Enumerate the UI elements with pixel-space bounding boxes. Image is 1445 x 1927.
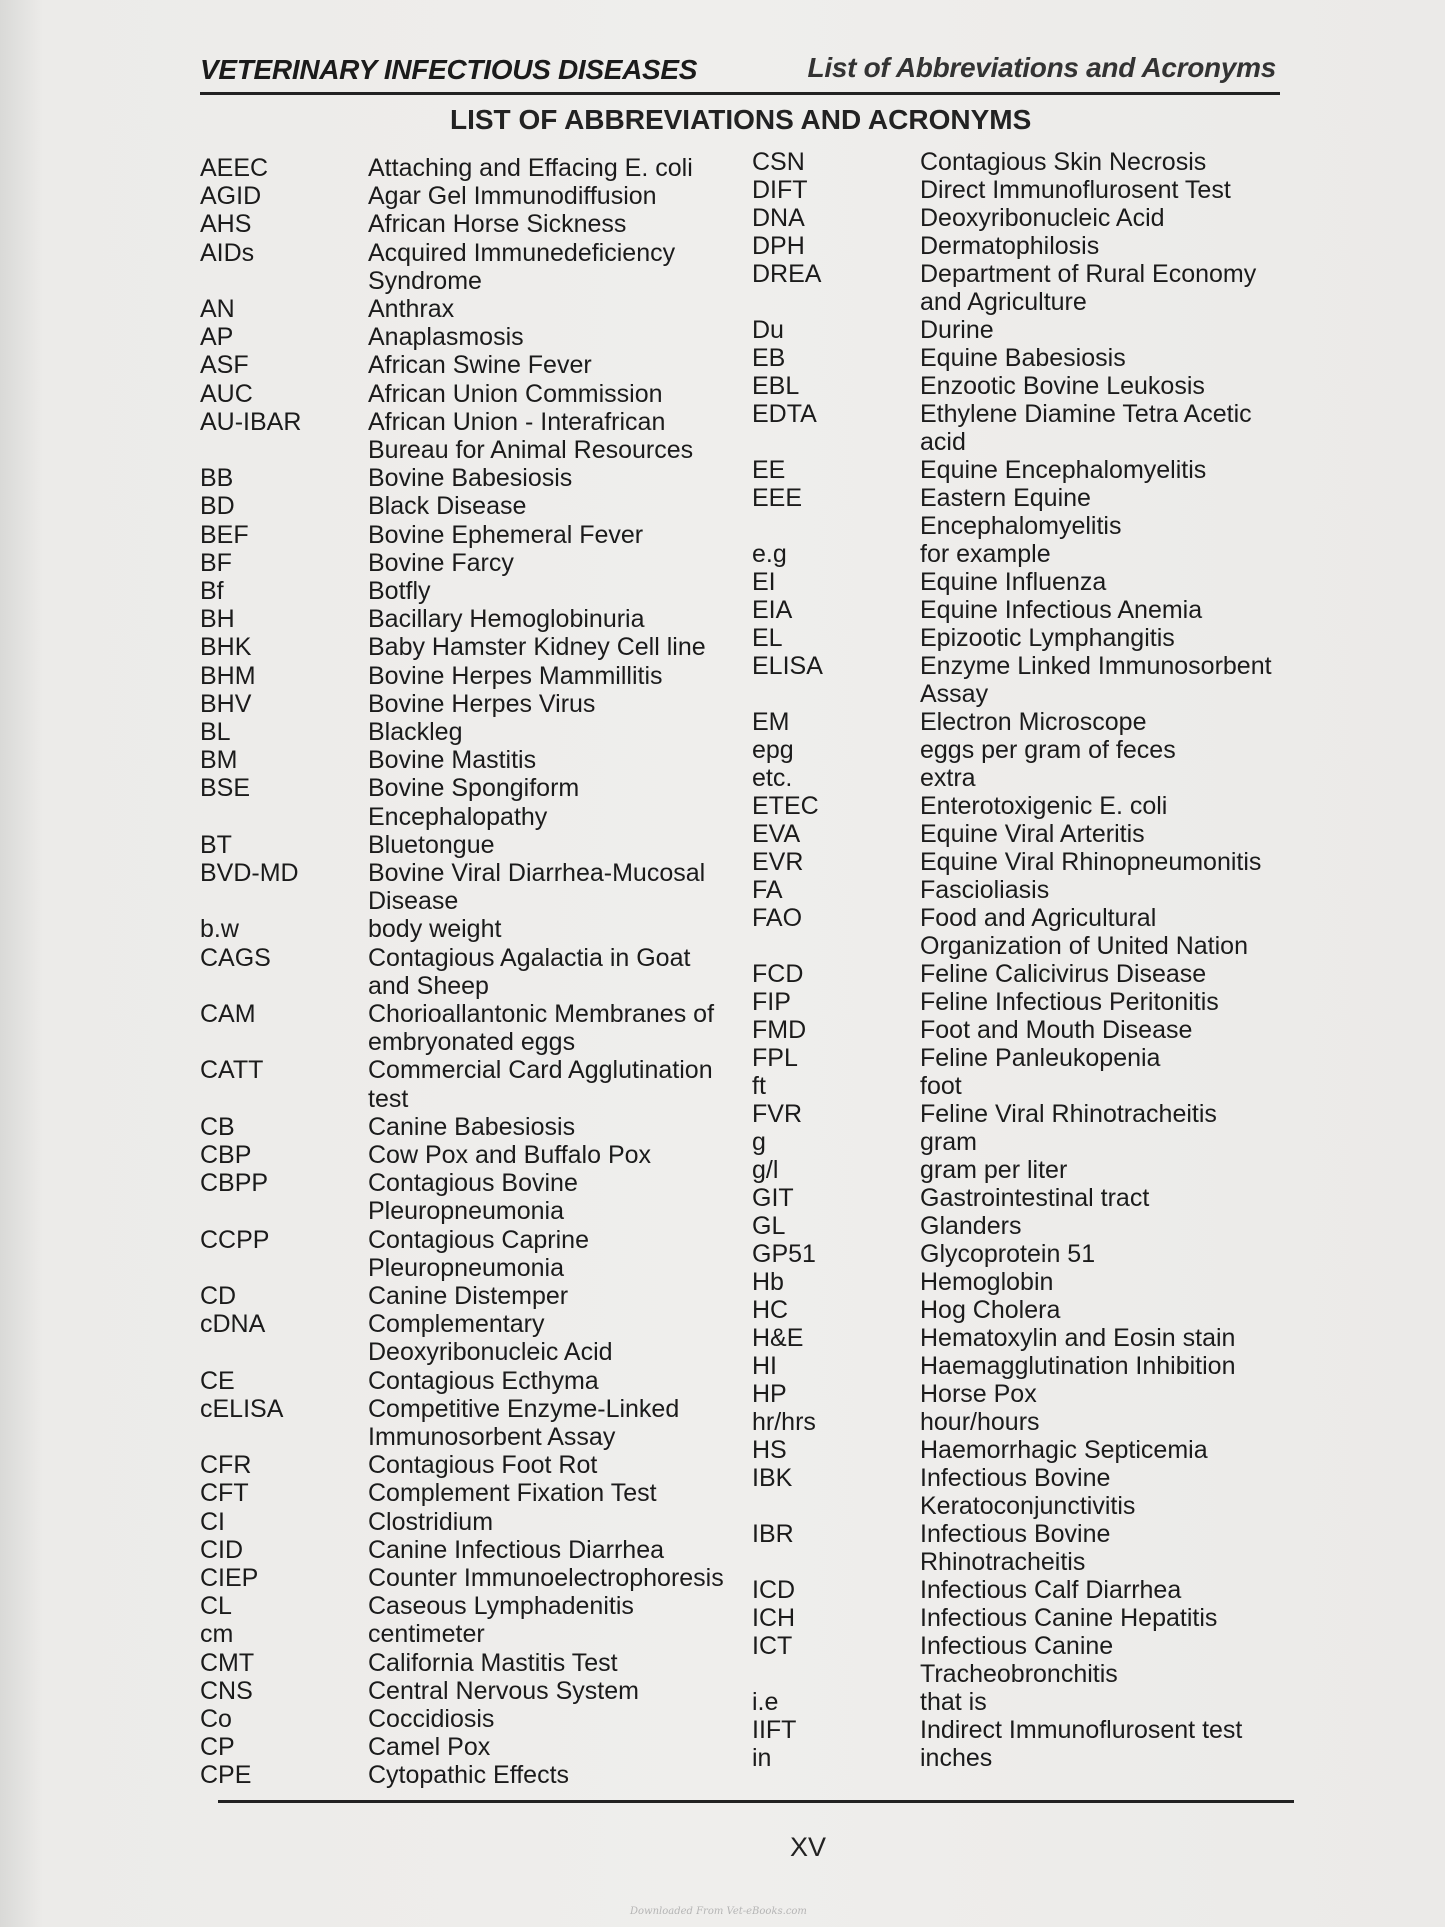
abbreviation: cELISA	[200, 1394, 284, 1423]
abbreviation: EIA	[752, 596, 793, 624]
abbreviation: HP	[752, 1380, 787, 1408]
abbreviation: CCPP	[200, 1225, 270, 1254]
expansion: Enzyme Linked Immunosorbent	[920, 652, 1272, 680]
expansion: Durine	[920, 316, 994, 344]
abbreviation: CBPP	[200, 1169, 269, 1198]
expansion: Bovine Ephemeral Fever	[368, 520, 644, 549]
expansion: Canine Infectious Diarrhea	[368, 1535, 664, 1564]
abbreviation: DIFT	[752, 176, 808, 204]
expansion: eggs per gram of feces	[920, 736, 1176, 764]
abbreviation: EM	[752, 708, 790, 736]
abbreviation: CNS	[200, 1676, 253, 1705]
abbreviation: FA	[752, 876, 783, 904]
abbreviation: AU-IBAR	[200, 407, 302, 436]
expansion: centimeter	[368, 1620, 485, 1649]
abbreviation: AUC	[200, 379, 253, 408]
expansion: Contagious Ecthyma	[368, 1366, 599, 1395]
expansion: Fascioliasis	[920, 876, 1050, 904]
expansion: Dermatophilosis	[920, 232, 1100, 260]
abbreviation: ASF	[200, 351, 249, 380]
expansion: Bluetongue	[368, 830, 495, 859]
expansion: foot	[920, 1072, 962, 1100]
expansion: Ethylene Diamine Tetra Acetic	[920, 400, 1252, 428]
expansion: Contagious Skin Necrosis	[920, 148, 1207, 176]
expansion: Glanders	[920, 1212, 1022, 1240]
abbreviation: HC	[752, 1296, 789, 1324]
abbreviation: GL	[752, 1212, 786, 1240]
abbreviation: H&E	[752, 1324, 804, 1352]
abbreviation: DNA	[752, 204, 805, 232]
expansion: Infectious Canine Hepatitis	[920, 1604, 1218, 1632]
expansion: Infectious Canine	[920, 1632, 1114, 1660]
expansion: Haemorrhagic Septicemia	[920, 1436, 1208, 1464]
abbreviation: BHK	[200, 633, 252, 662]
abbreviation: CFT	[200, 1479, 249, 1508]
abbreviation: CID	[200, 1535, 244, 1564]
abbreviation: CATT	[200, 1056, 264, 1085]
expansion: Black Disease	[368, 492, 527, 521]
expansion: African Swine Fever	[368, 351, 592, 380]
abbreviation: CAM	[200, 1000, 256, 1028]
abbreviation: EDTA	[752, 400, 817, 428]
expansion: Camel Pox	[368, 1733, 491, 1762]
expansion: Cow Pox and Buffalo Pox	[368, 1141, 652, 1169]
expansion: African Union Commission	[368, 379, 663, 408]
expansion: Central Nervous System	[368, 1676, 639, 1705]
abbreviation: AEEC	[200, 154, 269, 182]
expansion: Bacillary Hemoglobinuria	[368, 605, 645, 634]
expansion: Electron Microscope	[920, 708, 1147, 736]
expansion-continued: embryonated eggs	[368, 1028, 576, 1057]
expansion: Anthrax	[368, 295, 455, 323]
abbreviation: CIEP	[200, 1564, 259, 1592]
expansion: Cytopathic Effects	[368, 1761, 570, 1790]
abbreviation: FCD	[752, 960, 804, 988]
abbreviation: CAGS	[200, 943, 271, 972]
abbreviation: GIT	[752, 1184, 794, 1212]
expansion: Feline Viral Rhinotracheitis	[920, 1100, 1217, 1128]
abbreviation: Co	[200, 1705, 232, 1733]
page-number: XV	[790, 1832, 827, 1862]
book-title: VETERINARY INFECTIOUS DISEASES	[200, 54, 698, 85]
abbreviation: BF	[200, 548, 232, 577]
expansion: Bovine Viral Diarrhea-Mucosal	[368, 859, 706, 887]
abbreviation: DREA	[752, 260, 822, 288]
expansion: extra	[920, 764, 976, 792]
expansion: Equine Viral Rhinopneumonitis	[920, 848, 1262, 876]
expansion: Feline Panleukopenia	[920, 1044, 1161, 1072]
abbreviation: CL	[200, 1592, 232, 1621]
expansion: gram per liter	[920, 1156, 1068, 1184]
abbreviation: BHV	[200, 689, 252, 718]
abbreviation: Du	[752, 316, 784, 344]
expansion: Haemagglutination Inhibition	[920, 1352, 1236, 1380]
expansion: Food and Agricultural	[920, 904, 1157, 932]
expansion: Bovine Farcy	[368, 548, 514, 577]
abbreviation: BT	[200, 830, 232, 859]
expansion: Horse Pox	[920, 1380, 1037, 1408]
expansion: Equine Influenza	[920, 568, 1107, 596]
expansion: California Mastitis Test	[368, 1648, 618, 1677]
abbreviation: IIFT	[752, 1716, 797, 1744]
expansion-continued: Encephalopathy	[368, 802, 548, 831]
expansion-continued: Pleuropneumonia	[368, 1197, 564, 1226]
expansion: Complementary	[368, 1310, 545, 1339]
expansion: Contagious Agalactia in Goat	[368, 943, 691, 972]
abbreviation: FAO	[752, 904, 803, 932]
abbreviation: BB	[200, 464, 234, 493]
expansion-continued: Deoxyribonucleic Acid	[368, 1338, 613, 1367]
abbreviation: BSE	[200, 774, 251, 803]
expansion: Infectious Bovine	[920, 1520, 1111, 1548]
abbreviation: DPH	[752, 232, 805, 260]
abbreviation: AP	[200, 323, 234, 352]
abbreviation: EB	[752, 344, 786, 372]
expansion: Hematoxylin and Eosin stain	[920, 1324, 1236, 1352]
expansion-continued: acid	[920, 428, 966, 456]
expansion: Enzootic Bovine Leukosis	[920, 372, 1205, 400]
left-abbreviation-column	[200, 154, 760, 1794]
expansion: Foot and Mouth Disease	[920, 1016, 1193, 1044]
abbreviation: FPL	[752, 1044, 798, 1072]
abbreviation: CE	[200, 1366, 235, 1395]
abbreviation: CD	[200, 1282, 237, 1310]
abbreviation: BL	[200, 718, 231, 746]
expansion: Contagious Foot Rot	[368, 1451, 598, 1480]
abbreviation: CI	[200, 1507, 225, 1536]
expansion: Hemoglobin	[920, 1268, 1054, 1296]
expansion: Bovine Spongiform	[368, 774, 580, 803]
expansion: Direct Immunoflurosent Test	[920, 176, 1231, 204]
abbreviation: ICH	[752, 1604, 796, 1632]
expansion: body weight	[368, 915, 502, 944]
expansion: Equine Viral Arteritis	[920, 820, 1145, 848]
expansion: for example	[920, 540, 1051, 568]
abbreviation: i.e	[752, 1688, 779, 1716]
abbreviation: ft	[752, 1072, 766, 1100]
abbreviation: BEF	[200, 520, 249, 549]
expansion: Acquired Immunedeficiency	[368, 238, 676, 267]
expansion: Gastrointestinal tract	[920, 1184, 1150, 1212]
expansion-continued: Organization of United Nation	[920, 932, 1248, 960]
abbreviation: in	[752, 1744, 772, 1772]
abbreviation: IBK	[752, 1464, 793, 1492]
abbreviation: ICT	[752, 1632, 793, 1660]
expansion: Contagious Caprine	[368, 1225, 589, 1254]
abbreviation: FMD	[752, 1016, 807, 1044]
expansion-continued: and Sheep	[368, 971, 489, 1000]
abbreviation: CMT	[200, 1648, 255, 1677]
expansion: Bovine Herpes Virus	[368, 689, 596, 718]
expansion: Commercial Card Agglutination	[368, 1056, 713, 1085]
abbreviation: AN	[200, 295, 235, 323]
abbreviation: EVA	[752, 820, 801, 848]
right-abbreviation-column	[752, 148, 1312, 1788]
abbreviation: Hb	[752, 1268, 784, 1296]
expansion: Agar Gel Immunodiffusion	[368, 182, 657, 211]
abbreviation: epg	[752, 736, 794, 764]
expansion: Canine Distemper	[368, 1282, 569, 1310]
expansion: Coccidiosis	[368, 1705, 495, 1733]
abbreviation: EVR	[752, 848, 804, 876]
expansion: gram	[920, 1128, 977, 1156]
expansion: Attaching and Effacing E. coli	[368, 154, 693, 182]
expansion: African Horse Sickness	[368, 210, 627, 239]
expansion: Chorioallantonic Membranes of	[368, 1000, 715, 1028]
expansion-continued: Rhinotracheitis	[920, 1548, 1086, 1576]
expansion: African Union - Interafrican	[368, 407, 666, 436]
abbreviation: CP	[200, 1733, 235, 1762]
abbreviation: CSN	[752, 148, 805, 176]
abbreviation: BHM	[200, 661, 256, 690]
abbreviation: EEE	[752, 484, 803, 512]
section-title: List of Abbreviations and Acronyms	[807, 52, 1276, 83]
expansion: Indirect Immunoflurosent test	[920, 1716, 1243, 1744]
expansion-continued: Assay	[920, 680, 989, 708]
abbreviation: CFR	[200, 1451, 252, 1480]
abbreviation: BM	[200, 746, 238, 775]
expansion-continued: Encephalomyelitis	[920, 512, 1122, 540]
expansion: Equine Infectious Anemia	[920, 596, 1203, 624]
abbreviation: ICD	[752, 1576, 796, 1604]
abbreviation: ELISA	[752, 652, 823, 680]
expansion: Contagious Bovine	[368, 1169, 578, 1198]
expansion: Canine Babesiosis	[368, 1112, 576, 1141]
expansion: Complement Fixation Test	[368, 1479, 657, 1508]
expansion: Glycoprotein 51	[920, 1240, 1096, 1268]
abbreviation: etc.	[752, 764, 793, 792]
expansion: Bovine Babesiosis	[368, 464, 573, 493]
abbreviation: EI	[752, 568, 776, 596]
abbreviation: EBL	[752, 372, 800, 400]
watermark: Downloaded From Vet-eBooks.com	[630, 1906, 807, 1917]
abbreviation: CPE	[200, 1761, 252, 1790]
abbreviation: FIP	[752, 988, 791, 1016]
abbreviation: AIDs	[200, 238, 255, 267]
expansion-continued: and Agriculture	[920, 288, 1087, 316]
expansion-continued: Tracheobronchitis	[920, 1660, 1118, 1688]
expansion: Epizootic Lymphangitis	[920, 624, 1175, 652]
page-title: LIST OF ABBREVIATIONS AND ACRONYMS	[450, 104, 1032, 135]
abbreviation: ETEC	[752, 792, 819, 820]
expansion-continued: Immunosorbent Assay	[368, 1422, 616, 1451]
abbreviation: CBP	[200, 1141, 252, 1169]
expansion: Counter Immunoelectrophoresis	[368, 1564, 724, 1592]
abbreviation: IBR	[752, 1520, 794, 1548]
expansion: Bovine Mastitis	[368, 746, 537, 775]
expansion: Competitive Enzyme-Linked	[368, 1394, 680, 1423]
abbreviation: EL	[752, 624, 783, 652]
abbreviation: BVD-MD	[200, 859, 299, 887]
expansion: that is	[920, 1688, 987, 1716]
expansion: Feline Calicivirus Disease	[920, 960, 1207, 988]
expansion: Enterotoxigenic E. coli	[920, 792, 1168, 820]
expansion: Deoxyribonucleic Acid	[920, 204, 1165, 232]
expansion: Clostridium	[368, 1507, 494, 1536]
abbreviation: AGID	[200, 182, 262, 211]
abbreviation: BH	[200, 605, 235, 634]
expansion: Anaplasmosis	[368, 323, 524, 352]
expansion: Eastern Equine	[920, 484, 1091, 512]
expansion-continued: Disease	[368, 887, 459, 916]
abbreviation: b.w	[200, 915, 239, 944]
abbreviation: FVR	[752, 1100, 802, 1128]
expansion: Equine Babesiosis	[920, 344, 1126, 372]
expansion: Equine Encephalomyelitis	[920, 456, 1207, 484]
abbreviation: cDNA	[200, 1310, 266, 1339]
expansion: Infectious Bovine	[920, 1464, 1111, 1492]
abbreviation: EE	[752, 456, 786, 484]
footer-rule	[218, 1800, 1294, 1803]
abbreviation: HI	[752, 1352, 777, 1380]
running-header	[200, 50, 1280, 95]
abbreviation: g	[752, 1128, 766, 1156]
expansion: Infectious Calf Diarrhea	[920, 1576, 1182, 1604]
abbreviation: Bf	[200, 577, 224, 605]
expansion-continued: Syndrome	[368, 266, 482, 295]
expansion: Hog Cholera	[920, 1296, 1061, 1324]
abbreviation: e.g	[752, 540, 787, 568]
abbreviation: HS	[752, 1436, 787, 1464]
expansion: inches	[920, 1744, 993, 1772]
expansion: Caseous Lymphadenitis	[368, 1592, 634, 1621]
expansion: Botfly	[368, 577, 431, 605]
abbreviation: cm	[200, 1620, 234, 1649]
expansion-continued: Bureau for Animal Resources	[368, 435, 694, 464]
expansion-continued: Keratoconjunctivitis	[920, 1492, 1136, 1520]
expansion: Department of Rural Economy	[920, 260, 1257, 288]
abbreviation: g/l	[752, 1156, 779, 1184]
expansion: Blackleg	[368, 718, 463, 746]
expansion: hour/hours	[920, 1408, 1040, 1436]
abbreviation: AHS	[200, 210, 252, 239]
expansion: Feline Infectious Peritonitis	[920, 988, 1219, 1016]
abbreviation: CB	[200, 1112, 235, 1141]
abbreviation: GP51	[752, 1240, 816, 1268]
expansion-continued: Pleuropneumonia	[368, 1253, 564, 1282]
expansion-continued: test	[368, 1084, 409, 1113]
abbreviation: BD	[200, 492, 235, 521]
expansion: Baby Hamster Kidney Cell line	[368, 633, 706, 662]
abbreviation: hr/hrs	[752, 1408, 816, 1436]
expansion: Bovine Herpes Mammillitis	[368, 661, 663, 690]
